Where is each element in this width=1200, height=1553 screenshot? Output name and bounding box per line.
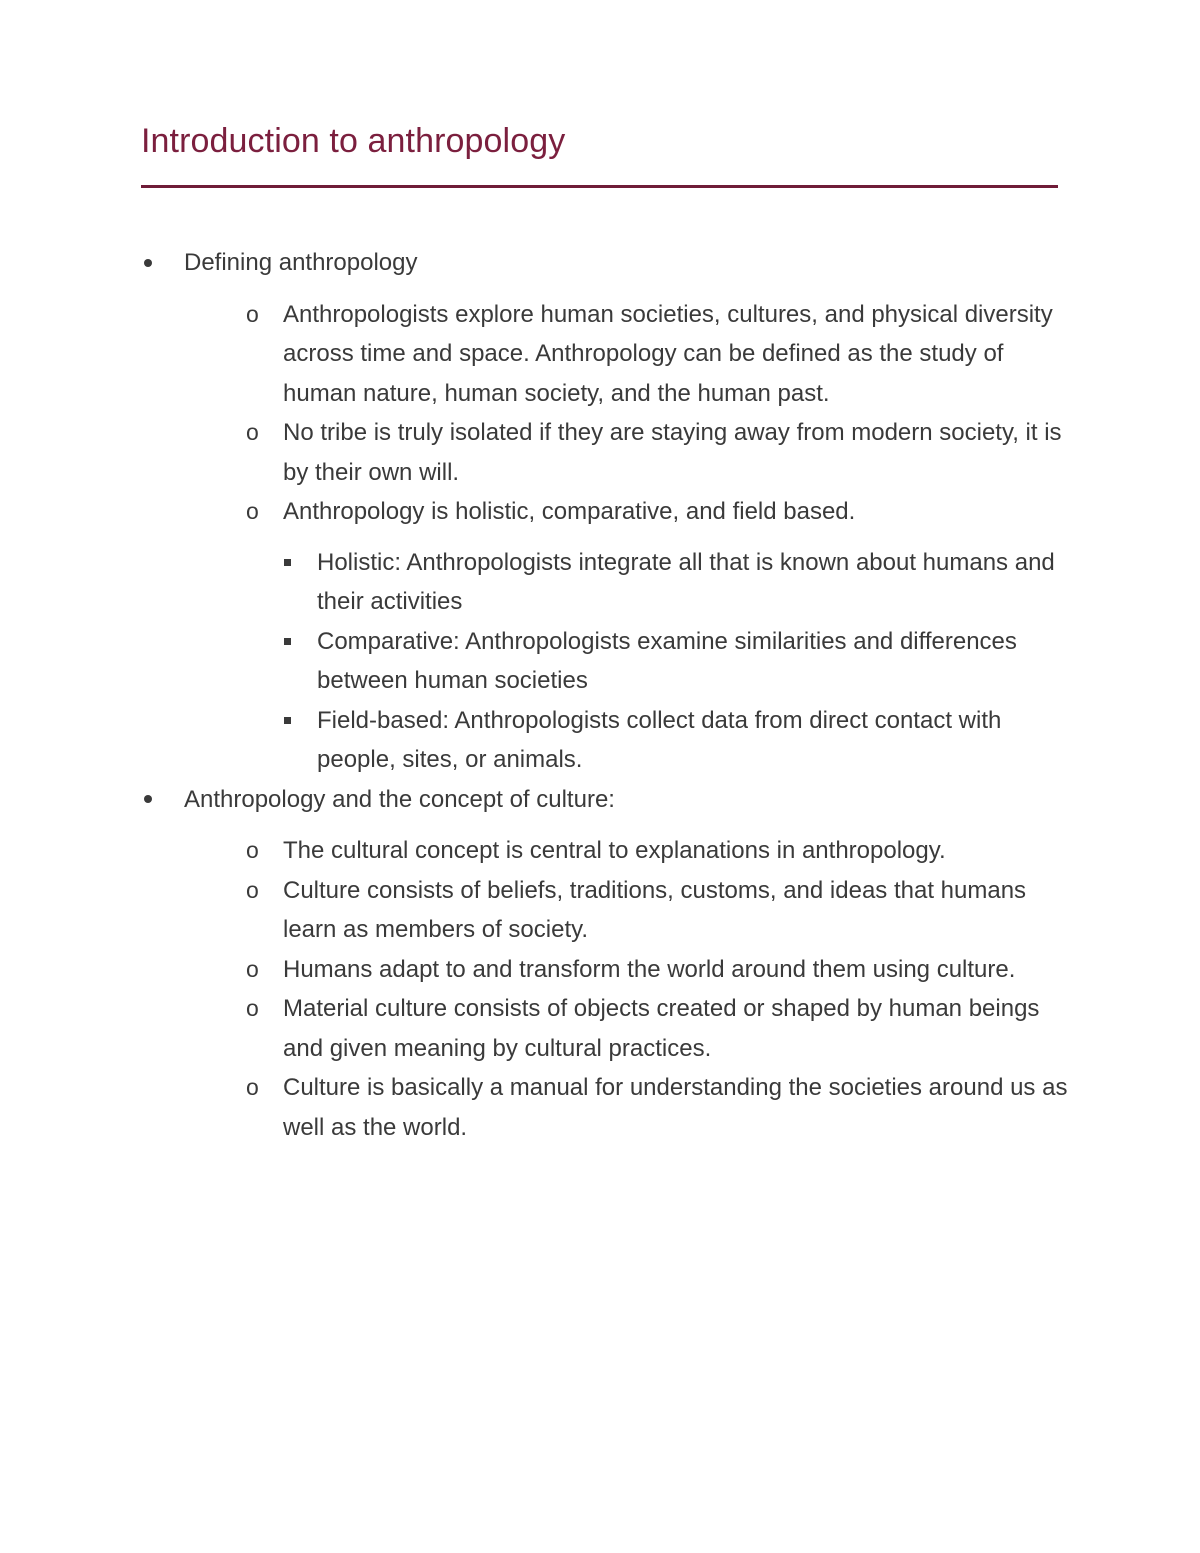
list-item <box>246 492 1071 780</box>
circle-bullet-icon: o <box>246 498 259 524</box>
sublist <box>246 543 1071 780</box>
list-item <box>246 1068 1071 1147</box>
square-bullet-icon <box>283 701 317 741</box>
list-item <box>283 622 1071 701</box>
list-item <box>246 989 1071 1068</box>
circle-bullet-icon: o <box>246 995 259 1021</box>
square-bullet-icon <box>283 543 317 583</box>
list-item-text: Culture is basically a manual for understanding the societies around us as well as the world. <box>283 1074 1068 1141</box>
bullet-icon <box>141 243 184 283</box>
list-item-text: Anthropologists explore human societies, cultures, and physical diversity across time and space. Anthropology can be defined as the study of human nature, human society, and the human past. <box>283 300 1053 407</box>
list-item <box>246 831 1071 871</box>
section-defining-anthropology <box>141 243 1071 780</box>
list-item-text: Anthropology is holistic, comparative, and field based. <box>283 498 856 525</box>
list-item <box>246 413 1071 492</box>
sublist <box>141 295 1071 780</box>
circle-bullet-icon: o <box>246 300 259 327</box>
list-item-text: Holistic: Anthropologists integrate all that is known about humans and their activities <box>317 548 1055 615</box>
circle-bullet-icon: o <box>246 1074 259 1100</box>
title-divider <box>141 185 1058 188</box>
square-bullet-icon <box>283 622 317 662</box>
sublist <box>141 831 1071 1147</box>
list-item <box>246 950 1071 990</box>
circle-bullet-icon: o <box>246 419 259 445</box>
list-item-text: The cultural concept is central to explanations in anthropology. <box>283 837 946 864</box>
list-item <box>246 871 1071 950</box>
list-item-text: Material culture consists of objects created or shaped by human beings and given meaning by cultural practices. <box>283 995 1040 1062</box>
section-heading: Anthropology and the concept of culture: <box>184 785 615 813</box>
list-item-text: No tribe is truly isolated if they are staying away from modern society, it is by their own will. <box>283 419 1062 486</box>
circle-bullet-icon: o <box>246 955 259 982</box>
list-item-text: Comparative: Anthropologists examine similarities and differences between human societies <box>317 627 1017 694</box>
list-item <box>283 543 1071 622</box>
section-heading: Defining anthropology <box>184 249 418 276</box>
outline-list <box>141 243 1071 1147</box>
section-concept-of-culture <box>141 780 1071 1148</box>
circle-bullet-icon: o <box>246 876 259 903</box>
list-item-text: Humans adapt to and transform the world around them using culture. <box>283 955 1016 983</box>
circle-bullet-icon: o <box>246 837 259 863</box>
list-item <box>283 701 1071 780</box>
page-title: Introduction to anthropology <box>141 122 566 160</box>
list-item-text: Field-based: Anthropologists collect data from direct contact with people, sites, or animals. <box>317 706 1002 773</box>
bullet-icon <box>141 780 184 820</box>
list-item <box>246 295 1071 414</box>
list-item-text: Culture consists of beliefs, traditions, customs, and ideas that humans learn as members of society. <box>283 876 1027 943</box>
